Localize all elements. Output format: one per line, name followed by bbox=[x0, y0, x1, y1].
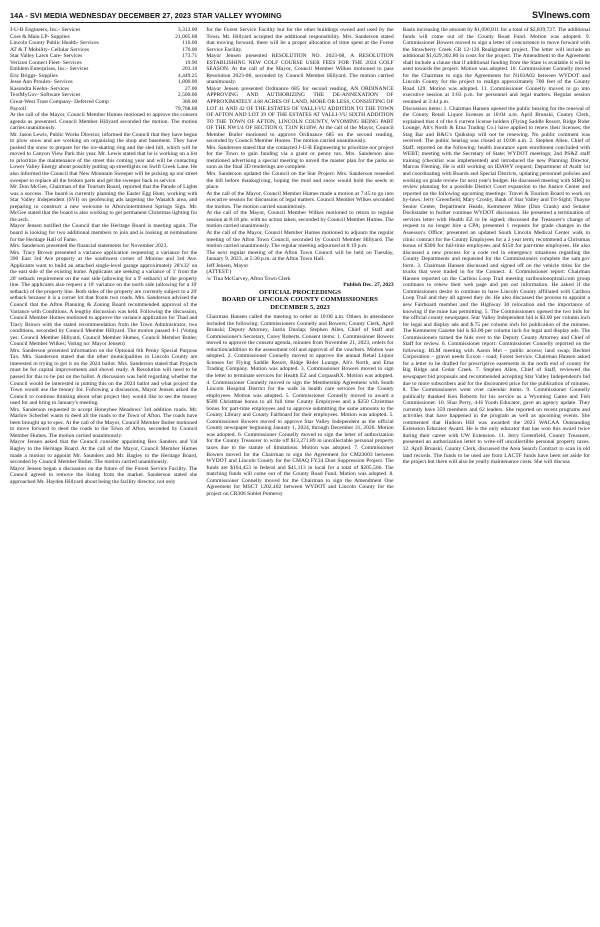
proceedings-subtitle: BOARD OF LINCOLN COUNTY COMMISSIONERS bbox=[222, 296, 378, 304]
column-3 bbox=[403, 27, 590, 922]
paragraph: The next regular meeting of the Afton Town Council will be held on Tuesday, January 9, 2023, at 5:30 p.m. at the Afton Town Hall. bbox=[206, 249, 394, 263]
paragraph: At the call of the Mayor, Council Member Humes made a motion at 7:45 to go into executive session for discussion of legal matters. Council Member Wilkes seconded the motion. The motion carried unanimously. bbox=[206, 190, 394, 210]
paragraph: Chairman Hansen called the meeting to order at 10:00 a.m. Others in attendance included the following: Commissioners Connelly and Bowers; County Clerk, April Brunski; Deputy Attorney, Justin Dunlap; Stephen Allen, Chief of Staff and Commissioner's Secretary, Corey Roberts. Consent items: 1. Commissioner Bowers moved to approve the consent agenda, minutes from November 21, 2023, orders for reduction/addition to the assessment roll and approval of the vouchers. Motion was adopted. 2. Commissioner Connelly moved to approve the annual Retail Liquor licenses for Flying Saddle Resort, Ridge Rider Lounge, Alt's North, and Etna Trading Company. Motion was adopted. 3. Commissioner Bowers moved to sign the letter to terminate services for Health EZ and CorpassRX. Motion was adopted. 4. Commissioner Connelly moved to sign the Membership Agreement with South Lincoln Hospital District for the walk in health care services for the County employees. Motion was adopted. 5. Commissioner Connelly moved to award a $500 Christmas bonus to all full time County Employees and a $250 Christmas bonus for part-time employees and to approve submitting the same amounts to the County Library and County Fairboard for their employees. Motion was adopted. 5. Commissioner Bowers moved to approve Star Valley Independent as the official County newspaper beginning January 1, 2024, through December 31, 2026. Motion was adopted. 6. Commissioner Connelly moved to sign the letter of authorization for the County Treasurer to write off $13,271.89 in uncollectable personal property taxes due to the statute of limitations. Motion was adopted. 7. Commissioner Bowers moved for the Chairman to sign the Agreement for CM23003 between WYDOT and Lincoln County for the CMAQ FY24 Dust Suppression Project. The funds are $164,453 in federal and $41,113 in local for a total of $205,566. The matching funds will come out of the County Road Fund. Motion was adopted. 8. Commissioner Connelly moved for the Chairman to sign the Amendment One Agreement for MSCT 1202.402 between WYDOT and Lincoln County for the project on CR306 Sublet Pomeroy bbox=[206, 314, 394, 497]
column-2 bbox=[206, 27, 393, 922]
paragraph: Mr. Jason Lewis, Public Works Director, informed the Council that they have begun to plow snow and are working on organizing the shop and basement. They have pushed the snow to prepare for the ice-skating ring and the sled hill, which will be moved to Canyon View Park this year. Mr. Lewis stated that he is working on a list to prioritize the maintenance of the street this coming year and will be contacting Lower Valley Energy about possibly putting up streetlights on Swift Creek Lane. He also informed the Council that New Mountain Sweeper will be picking up our street sweeper to replace all the broken parts and get the sweeper back in service. bbox=[10, 131, 198, 184]
paragraph: Mayor Jensen presented RESOLUTION NO. 2023-08, A RESOLUTION ESTABLISHING NEW GOLF COURSE USER FEES FOR THE 2024 GOLF SEASON. At the call of the Mayor, Council Member Wilkes motioned to pass Resolution 2023-08, seconded by Council Member Hillyard. The motion carried unanimously. bbox=[206, 53, 394, 86]
paragraph: Discussion items: 1. Chairman Hansen opened the public hearing for the renewal of the County Retail Liquor licenses at 10:04 a.m. April Brunski, County Clerk, explained that 4 of the 6 current license holders (Flying Saddle Resort, Ridge Rider Lounge, Alt's North & Etna Trading Co.) have applied to renew their licenses; the Stag Bar and B&G's Quikstop will not be renewing. No public comment was received. The public hearing was closed at 10:06 a.m. 2. Stephen Allen, Chief of Staff, reported on the following: health insurance open enrollment concluded with WEBT; meeting with the Secretary of State; WYDOT meetings; 2nd PS&Z staff training (checklist was implemented) and introduced the new Planning Director, Marcus Fleming. He is still working on IDAWY request; Department of Audit 1st and coordinating with Boards and Special Districts, updating personnel policies and working on grade review for next year's budget. He discussed meeting with SIRQ to review planning for a possible District Court expansion to the Justice Center and reported on the following upcoming meetings: Travel & Tourism Board to work on by-laws; Jerry Greenfield, Mary Crosby, Bank of Star Valley and Tri-Sight; Thayne Senior Center, Department Heads, Kemmerer Mine (Don Crank) and Senator Dockstader to further continue WYDOT discussion. He presented a termination of services letter with Health EZ to be signed; discussed the Treasurer's change of request to no longer hire a CPA; presented 1 requests for grade changes in the Assessor's Office; presented an updated South Lincoln Medical Center walk in clinic contract for the County Employees for a 2 year term; recommend a Christmas bonus of $300 for full-time employees and $150 for part-time employees. He also discussed a new process for a code red in emergency situations regarding the County Departments and requested for the Commissioners complete the sam.gov form. 3. Chairman Hansen discussed and signed off on the vehicle titles for the trucks that were traded in for the Connect. 4. Commissioner report: Chairman Hansen reported on the Caribou Loop Trail meeting caribouloooptrail.com group continues to renew their web page and put out information. He asked if the Commissioners desire to continue to have Lincoln County affiliated with Caribou Loop Trail and they all agreed they do. He also discussed the process to appoint a new Fairboard member and the Highway 30 relocation and the importance of knowing if the mine has permitting. 5. The Commissioners opened the two bids for the official county newspaper. Star Valley Independent bid is $3.00 per column inch for legal and display ads and $.75 per column inch for publication of the minutes. The Kemmerer Gazette bid is $3.00 per column inch for legal and display ads. The Commissioners turned the bids over to the Deputy County Attorney and Chief of Staff for review. 6. Commissioner report: Commissioner Connelly reported on the following: BLM meeting with Aaron Mei – public access; land swap; Bechtel Corporation – gravel needs Exxon - road; Forest Service. Chairman Hansen asked for a letter to be drafted for prescriptive easements in the north end of county for Big Ridge and Cedar Creek. 7. Stephen Allen, Chief of Staff, reviewed the newspaper bid proposals and recommended accepting Star Valley Independent's bid due to more subscribers and for the discounted price for the publication of minutes. 8. The Commissioners went over calendar items. 9. Commissioner Connelly publically thanked Ken Roberts for his service as a Wyoming Game and Fish Commissioner. 10. Shar Perry, 4-H Youth Educator, gave an agency update. They currently have 359 members and 62 leaders. She reported on recent programs and activities that have happened in the program as well as upcoming events. She commented that Hudson Hill was awarded the 2023 WACAA Outstanding Extension Educator Award. He is the only educator that has won this award twice during their career with UW Extension. 11. Jerry Greenfield, County Treasurer, presented an authorization letter to write-off uncollectible personal property taxes. 12. April Brunski, County Clerk, discussed the Area Search Contract to scan in old land records. The funds to be used are from LACTF funds have been set aside for the project but there will also be yearly maintenance costs. She will discuss bbox=[402, 105, 590, 466]
bill-name: Kasondra Keehn- Services bbox=[10, 85, 70, 92]
paragraph: Mayor Jensen notified the Council that the Heritage Board is meeting again. The board is looking for two additional members to join and is looking at nominations for the Heritage Hall of Fame. bbox=[10, 223, 198, 243]
paragraph: /s/ Tina McGarvey, Afton Town Clerk bbox=[206, 275, 291, 282]
paragraph: Mrs. Tracy Brown presented a variance application requesting a variance for the 390 East 3rd Ave property at the southwest corner of Monroe and 3rd Ave. Applicants want to build an attached single-level garage approximately 28'x32' on the east side of the existing home. Applicants are seeking a variance of 1' from the 20' setback requirement on the east side (allowing for a 9' setback) of the property line. The applicants also request a 10' variance on the north side (allowing for a 10' setback) of the property line. Both sides of the property are currently subject to a 20' setback because it is a corner lot that fronts two roads. Mrs. Sanderson advised the Council that the Afton Planning & Zoning Board recommended approval of the Variance with Conditions. A lengthy discussion was held. Following the discussion, Council Member Humes motioned to approve the variance application for Thad and Tracy Brown with the stated recommendation from the Town Administrator, two conditions, seconded by Council Member Hillyard. The motion passed 4-1 (Voting yes: Council Member Hillyard, Council Member Humes, Council Member Butler, Council Member Wilkes; Voting no: Mayor Jensen) bbox=[10, 249, 198, 348]
paragraph: Mrs. Sanderson stated that she contacted J-U-B Engineering to prioritize our project for the Town to gain funding via a grant or penny tax. Mrs. Sanderson also mentioned advertising a special meeting to unveil the master plan for the parks as soon as the final 3D renderings are complete. bbox=[206, 144, 394, 171]
bill-name: Jesse Ann Proulex- Services bbox=[10, 79, 73, 86]
columns bbox=[10, 27, 590, 922]
paragraph: for the Forest Service Facility but for the other buildings owned and used by the Town. Mr. Hillyard accepted the additional responsibility. Mrs. Sanderson stated that moving forward, there will be a proper allocation of time spent at the Forest Service Facility. bbox=[206, 27, 394, 53]
masthead-left: 14A - SVI MEDIA WEDNESDAY DECEMBER 27, 2023 STAR VALLEY WYOMING bbox=[10, 11, 282, 20]
bill-amount: 173.71 bbox=[182, 53, 198, 60]
bill-amount: 1,800.00 bbox=[177, 79, 198, 86]
bill-amount: 3,312.00 bbox=[177, 27, 198, 33]
bill-amount: 79,768.68 bbox=[175, 105, 198, 112]
paragraph: Mayor Jensen asked that the Council consider appointing Rex Sanders and Val Bagley to the Heritage Board. At the call of the Mayor, Council Member Humes made a motion to appoint Mr. Saunders and Mr. Bagley to the Heritage Board, seconded by Council Member Butler. The motion carried unanimously. bbox=[10, 439, 198, 466]
paragraph: Basin increasing the amount by $1,090,811 for a total of $2,839,727. The additional funds will come out of the County Road Fund. Motion was adopted. 9. Commissioner Bowers moved to sign a letter of concurrence to move forward with the Strawberry Creek CR 12-126 Realignment project. The letter will include an additional $1,629,302.80 in costs for the project. The Amendment to the Agreement shall include a clause that if additional funding from the State is available it will be used towards the project. Motion was adopted. 10. Commissioner Connelly moved for the Chairman to sign the Agreements for N103A02 between WYDOT and Lincoln County for the project to realign approximately 700 feet of the County Road 129. Motion was adopted. 11. Commissioner Connelly moved to go into executive session at 3:03 p.m. for personnel and legal matters. Regular session resumed at 3:44 p.m. bbox=[402, 27, 590, 106]
bill-amount: 203.16 bbox=[182, 66, 198, 73]
paragraph: At the call of the Mayor, Council Member Humes motioned to adjourn the regular meeting of the Afton Town Council, seconded by Council Member Hillyard. The motion carried unanimously. The regular meeting adjourned at 8:19 p.m. bbox=[206, 229, 394, 250]
paragraph: Mrs. Sanderson presented the financial statements for November 2023. bbox=[10, 243, 168, 250]
bill-name: J-U-B Engineers, Inc.- Services bbox=[10, 27, 81, 33]
bill-name: AT & T Mobility- Cellular Services bbox=[10, 46, 90, 53]
paragraph: Mrs. Sanderson updated the Council on the Star Project. Mrs. Sanderson reseeded the hill before thanksgiving, hoping the mud and snow would hold the seeds in place. bbox=[206, 171, 394, 191]
paragraph: Mayor Jensen began a discussion on the future of the Forest Service Facility. The Council agreed to remove the listing from the market. Sanderson stated she approached Mr. Hayden Hillyard about being the facility director, not only bbox=[10, 465, 198, 485]
paragraph: At the call of the Mayor, Council Member Wilkes motioned to return to regular session at 8:18 pm. with no action taken, seconded by Council Member Humes. The motion carried unanimously. bbox=[206, 210, 394, 230]
bill-amount: 21,005.68 bbox=[175, 33, 198, 40]
paragraph: At the call of the Mayor, Council Member Humes motioned to approve the consent agenda as presented. Council Member Hillyard seconded the motion. The motion carries unanimously. bbox=[10, 112, 198, 132]
paragraph: Mrs. Sanderson presented information on the Optional 6th Penny Special Purpose Tax. Mrs. Sanderson stated that the other municipalities in Lincoln County are interested in trying to get it on the 2024 ballot. Mrs. Sanderson stated that Projects must be for capital improvements and shovel ready. A Resolution will need to be passed for this to be put on the ballot. A discussion was held regarding whether the Council would be interested in putting this on the 2024 ballot and what project the Town would use the money for. Following a discussion, Mayor Jensen asked the Council to continue thinking about what project they would like to see the money used for and bring to January's meeting. bbox=[10, 347, 198, 407]
paragraph: (ATTEST:) bbox=[206, 269, 232, 276]
paragraph: Jeff Jensen, Mayor bbox=[206, 262, 249, 269]
bill-amount: 360.00 bbox=[182, 99, 198, 106]
bill-name: Verizon Connect Fleet- Services bbox=[10, 59, 82, 66]
bill-name: Eric Briggs- Supplies bbox=[10, 72, 58, 79]
masthead bbox=[10, 6, 590, 23]
site-url: SVInews.com bbox=[531, 10, 590, 20]
bill-amount: 4,449.25 bbox=[177, 72, 198, 79]
bill-amount: 19.90 bbox=[184, 59, 198, 66]
publish-line: Publish Dec. 27, 2023 bbox=[343, 282, 394, 289]
proceedings-title: OFFICIAL PROCEEDINGS bbox=[259, 288, 341, 296]
paragraph: Mayor Jensen presented Ordinance 685 for second reading, AN ORDINANCE APPROVING AND AUTHORIZING THE DE-ANNEXATION OF APPROXIMATELY 4.68 ACRES OF LAND, MORE OR LESS, CONSISTING OF LOT 41 AND 42 OF THE ESTATES OF VALLI-VU ADDITION TO THE TOWN OF AFTON AND LOT 39 OF THE ESTATES AT VALLI-VU SIXTH ADDITION TO THE TOWN OF AFTON, LINCOLN COUNTY, WYOMING BEING PART OF THE NW1/4 OF SECTION 6, T31N R118W. At the call of the Mayor, Council Member Butler motioned to approve Ordinance 685 on the second reading, seconded by Council Member Humes. The motion carried unanimously. bbox=[206, 85, 394, 145]
bill-name: TextMyGov- Software Services bbox=[10, 92, 81, 99]
paragraph: Mrs. Sanderson requested to accept Honeybee Meadows' 3rd addition roads. Mr. Marlow Scherbel wants to deed all the roads to the Town of Afton. The roads have been brought up to spec. At the call of the Mayor, Council Member Butler motioned to move forward to deed the roads to the Town of Afton, seconded by Council Member Humes. The motion carried unanimously. bbox=[10, 406, 198, 439]
bill-name: Payroll bbox=[10, 105, 27, 112]
bill-name: Core & Main LP- Supplies bbox=[10, 33, 70, 40]
column-1 bbox=[10, 27, 197, 922]
bill-amount: 116.00 bbox=[182, 40, 198, 47]
paragraph: Mr. Don McGee, Chairman of the Tourism Board, reported that the Parade of Lights was a success. The board is currently planning the Easter Egg Hunt, working with Star Valley Independent (SVI) on geofencing ads targeting the Wasatch area, and preparing to construct a new welcome to Afton/intermittent Springs Sign. Mr. McGee stated that the board is also working to get permanent Christmas lighting for the arch. bbox=[10, 184, 198, 223]
proceedings-date: DECEMBER 5, 2023 bbox=[270, 303, 330, 311]
bill-name: Great-West Trust Company- Deferred Comp bbox=[10, 99, 109, 106]
bill-amount: 176.00 bbox=[182, 46, 198, 53]
bill-amount: 2,500.00 bbox=[177, 92, 198, 99]
bill-name: Star Valley Lawn Care- Services bbox=[10, 53, 83, 60]
bill-name: Emblem Enterprises, Inc.- Services bbox=[10, 66, 89, 73]
bill-name: Lincoln County Public Health- Services bbox=[10, 40, 99, 47]
bill-amount: 27.00 bbox=[184, 85, 198, 92]
